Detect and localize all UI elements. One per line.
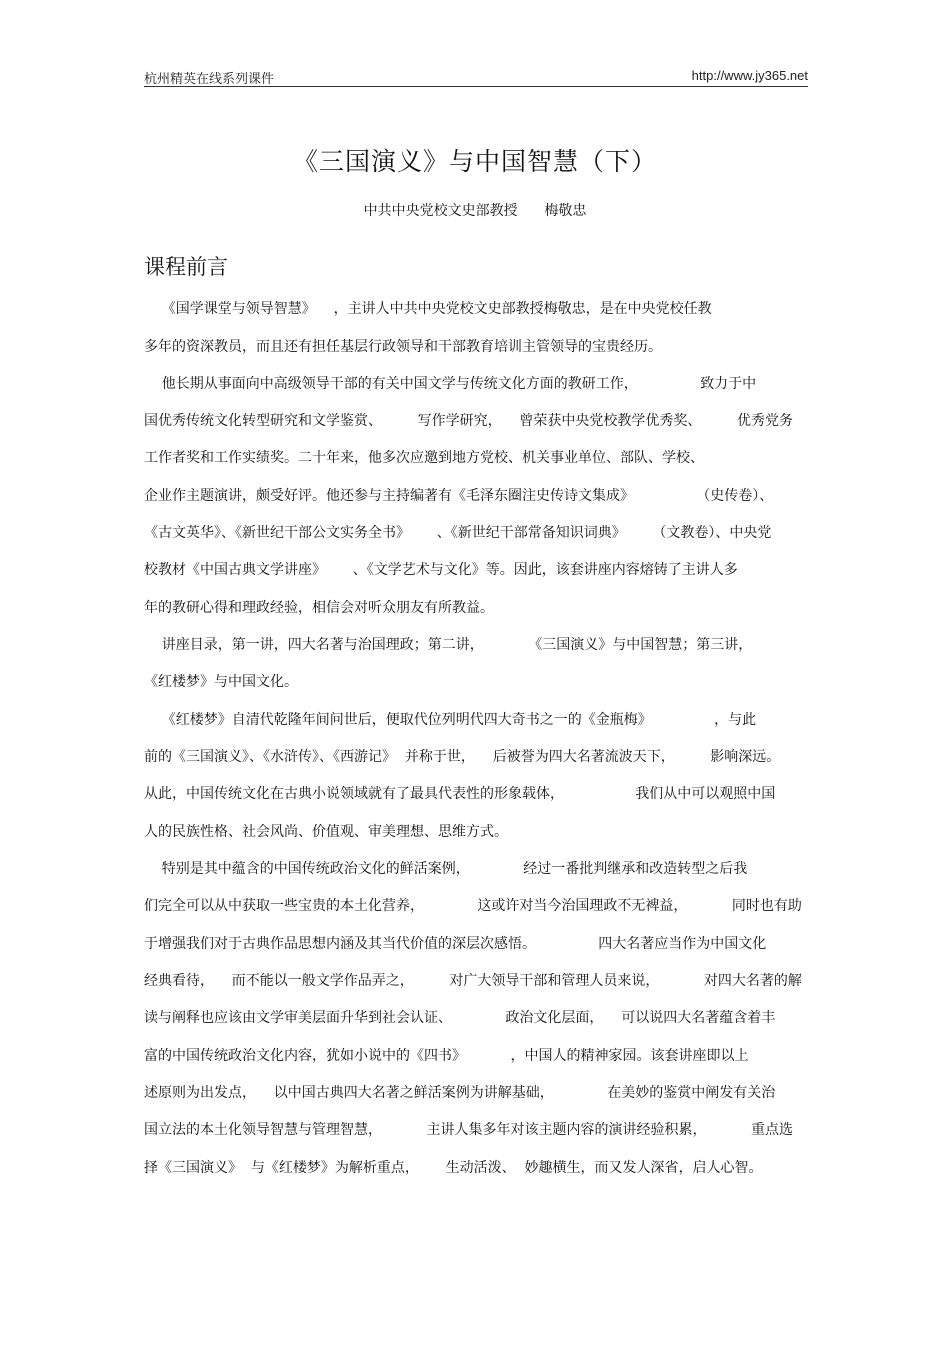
- text-line: 他长期从事面向中高级领导干部的有关中国文学与传统文化方面的教研工作， 致力于中: [144, 376, 757, 392]
- text-line: 特别是其中蕴含的中国传统政治文化的鲜活案例， 经过一番批判继承和改造转型之后我: [144, 861, 748, 877]
- text-line: 《红楼梦》与中国文化。: [144, 674, 298, 690]
- header-url[interactable]: http://www.jy365.net: [691, 68, 808, 83]
- text-line: 企业作主题演讲，颇受好评。他还参与主持编著有《毛泽东圈注史传诗文集成》 （史传卷）、: [144, 488, 774, 504]
- text-line: 择《三国演义》 与《红楼梦》为解析重点， 生动活泼、 妙趣横生，而又发人深省，启人心智。: [144, 1160, 763, 1176]
- text-line: 经典看待， 而不能以一般文学作品弄之， 对广大领导干部和管理人员来说， 对四大名著的解: [144, 973, 802, 989]
- text-line: 讲座目录，第一讲，四大名著与治国理政；第二讲， 《三国演义》与中国智慧；第三讲，: [144, 637, 753, 653]
- text-line: 们完全可以从中获取一些宝贵的本土化营养， 这或许对当今治国理政不无裨益， 同时也有助: [144, 898, 802, 914]
- text-line: 于增强我们对于古典作品思想内涵及其当代价值的深层次感悟。 四大名著应当作为中国文化: [144, 936, 767, 952]
- text-line: 工作者奖和工作实绩奖。二十年来，他多次应邀到地方党校、机关事业单位、部队、学校、: [144, 450, 704, 466]
- text-line: 前的《三国演义》、《水浒传》、《西游记》 并称于世， 后被誉为四大名著流波天下， 影响深远。: [144, 749, 781, 765]
- header-left-text: 杭州精英在线系列课件: [144, 72, 275, 87]
- text-line: 国立法的本土化领导智慧与管理智慧， 主讲人集多年对该主题内容的演讲经验积累， 重点选: [144, 1122, 794, 1138]
- section-heading: 课程前言: [144, 255, 228, 279]
- text-line: 国优秀传统文化转型研究和文学鉴赏、 写作学研究， 曾荣获中央党校教学优秀奖、 优秀党务: [144, 413, 794, 429]
- text-line: 富的中国传统政治文化内容，犹如小说中的《四书》 ，中国人的精神家园。该套讲座即以上: [144, 1048, 749, 1064]
- text-line: 从此，中国传统文化在古典小说领域就有了最具代表性的形象载体， 我们从中可以观照中国: [144, 786, 776, 802]
- author-line: 中共中央党校文史部教授 梅敬忠: [363, 203, 587, 219]
- text-line: 校教材《中国古典文学讲座》 、《文学艺术与文化》等。因此，该套讲座内容熔铸了主讲人多: [144, 562, 738, 578]
- text-line: 述原则为出发点， 以中国古典四大名著之鲜活案例为讲解基础， 在美妙的鉴赏中阐发有关治: [144, 1085, 776, 1101]
- text-line: 《红楼梦》自清代乾隆年间问世后，便取代位列明代四大奇书之一的《金瓶梅》 ，与此: [144, 712, 757, 728]
- document-title: 《三国演义》与中国智慧（下）: [292, 147, 657, 176]
- text-line: 《国学课堂与领导智慧》 ，主讲人中共中央党校文史部教授梅敬忠，是在中央党校任教: [144, 301, 712, 317]
- text-line: 年的教研心得和理政经验，相信会对听众朋友有所教益。: [144, 600, 494, 616]
- text-line: 读与阐释也应该由文学审美层面升华到社会认证、 政治文化层面， 可以说四大名著蕴含着丰: [144, 1010, 776, 1026]
- text-line: 《古文英华》、《新世纪干部公文实务全书》 、《新世纪干部常备知识词典》 （文教卷）、中央党: [144, 525, 772, 541]
- text-line: 人的民族性格、社会风尚、价值观、审美理想、思维方式。: [144, 824, 508, 840]
- text-line: 多年的资深教员，而且还有担任基层行政领导和干部教育培训主管领导的宝贵经历。: [144, 339, 662, 355]
- page-header: [144, 66, 808, 87]
